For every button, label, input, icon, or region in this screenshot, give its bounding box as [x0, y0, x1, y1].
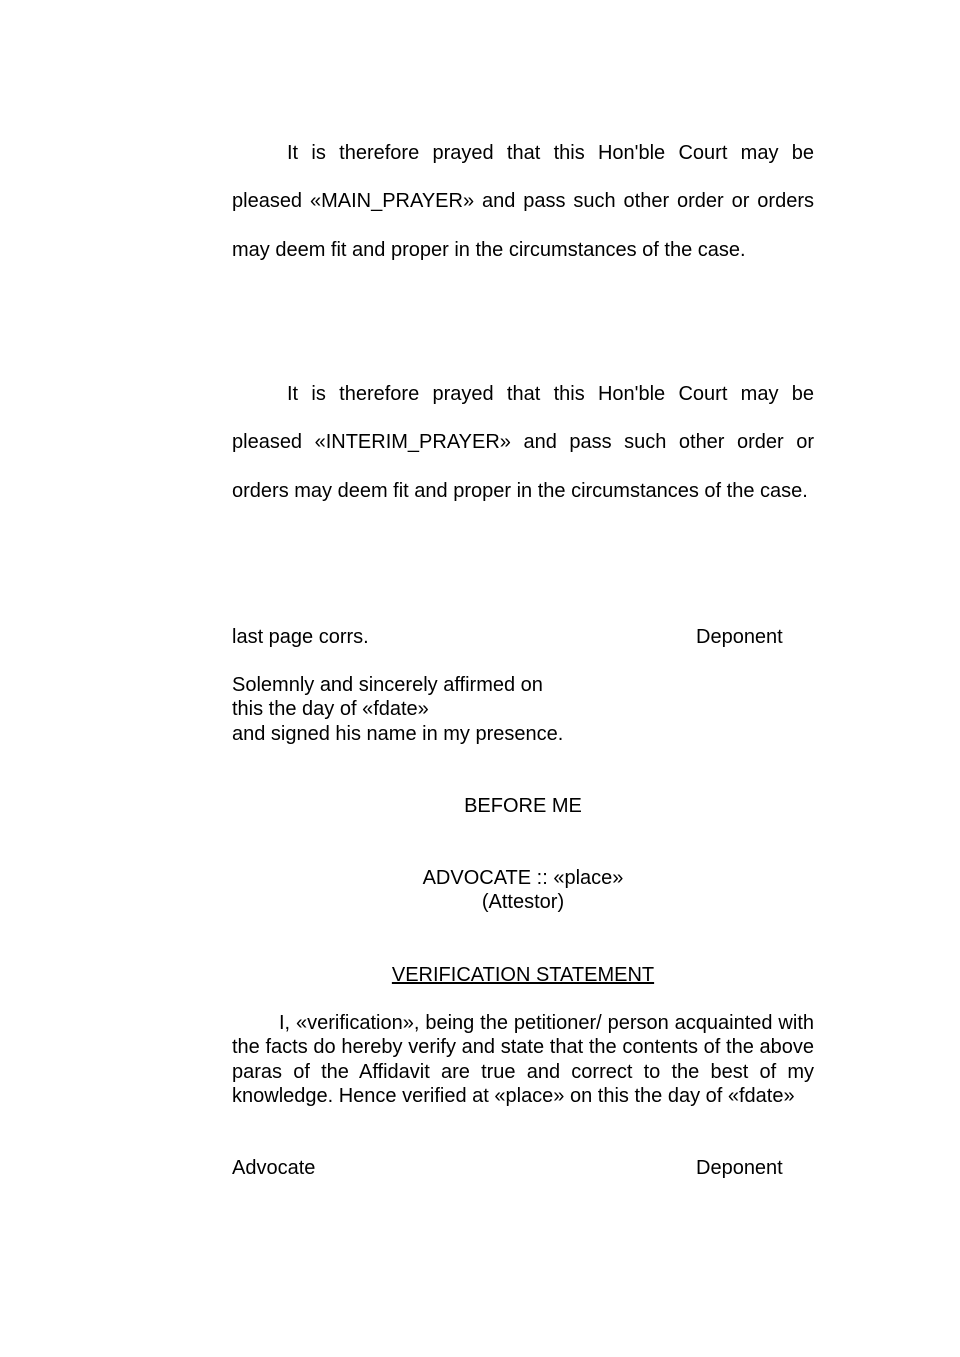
verification-heading-text: VERIFICATION STATEMENT — [391, 964, 655, 986]
advocate-label: Advocate — [232, 1157, 316, 1179]
interim-prayer-paragraph — [232, 370, 814, 515]
verification-heading — [232, 963, 814, 987]
attestor-line-1: ADVOCATE :: «place» — [422, 867, 624, 889]
before-me-heading — [232, 794, 814, 818]
affirmation-block — [232, 673, 563, 746]
interim-prayer-text: It is therefore prayed that this Hon'ble Court may be pleased «INTERIM_PRAYER» and pass such other order or orders may deem fit and proper in the circumstances of the case. — [232, 383, 814, 502]
affirmation-line-3: and signed his name in my presence. — [232, 722, 564, 745]
main-prayer-text: It is therefore prayed that this Hon'ble Court may be pleased «MAIN_PRAYER» and pass such other order or orders may deem fit and proper in the circumstances of the case. — [232, 142, 814, 261]
deponent-label-2: Deponent — [696, 1157, 783, 1179]
last-page-corrs-label: last page corrs. — [232, 626, 369, 648]
affirmation-line-2: this the day of «fdate» — [232, 698, 429, 721]
main-prayer-paragraph — [232, 129, 814, 274]
attestor-block — [232, 866, 814, 915]
affirmation-line-1: Solemnly and sincerely affirmed on — [232, 674, 543, 696]
attestor-line-2: (Attestor) — [481, 891, 565, 914]
verification-paragraph: I, «verification», being the petitioner/ person acquainted with the facts do hereby verify and state that the contents of the above paras of the Affidavit are true and correct to the best of my knowledge. Hence verified at «place» on this the day of «fdate» — [232, 1012, 814, 1107]
deponent-label-1: Deponent — [696, 626, 783, 648]
before-me-text: BEFORE ME — [464, 795, 582, 817]
